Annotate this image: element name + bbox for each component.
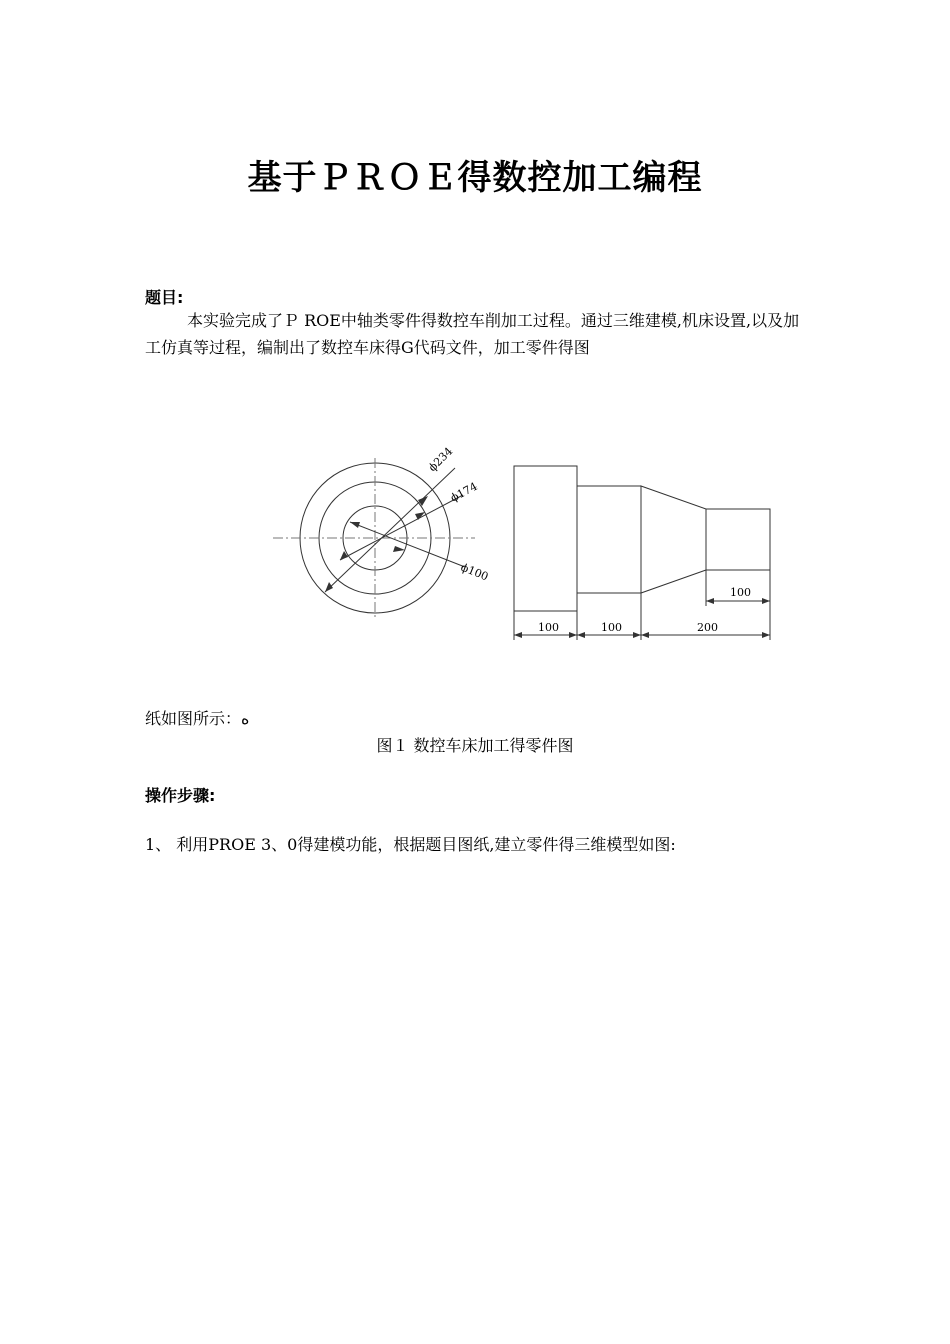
dim-phi-middle: ϕ174: [448, 479, 480, 505]
mid-cylinder: [577, 486, 641, 593]
small-cylinder: [706, 509, 770, 570]
figure-caption: 图１ 数控车床加工得零件图: [376, 736, 574, 755]
dim-len-c: 200: [697, 621, 718, 634]
document-title: 基于ＰＲＯＥ得数控加工编程: [247, 158, 703, 198]
dim-phi-inner: ϕ100: [458, 560, 491, 584]
dim-len-small-end: 100: [730, 586, 751, 599]
taper: [641, 486, 706, 593]
leader-inner: [350, 522, 465, 567]
part-drawing: [255, 430, 785, 650]
figure-intro-line: 纸如图所示：ه: [145, 709, 250, 728]
dim-phi-outer: ϕ234: [425, 444, 456, 475]
section-heading-steps: 操作步骤:: [145, 786, 216, 805]
section-heading-topic: 题目:: [145, 288, 184, 307]
large-cylinder: [514, 466, 577, 611]
dim-len-b: 100: [601, 621, 622, 634]
side-view: [514, 466, 770, 640]
topic-paragraph: 本实验完成了Ｐ ROE中轴类零件得数控车削加工过程。通过三维建模,机床设置,以及加工仿真等过程，编制出了数控车床得G代码文件，加工零件得图: [145, 311, 800, 357]
step-1: 1、 利用PROE 3、0得建模功能，根据题目图纸,建立零件得三维模型如图:: [145, 835, 676, 854]
end-view: [273, 458, 475, 618]
dim-len-a: 100: [538, 621, 559, 634]
